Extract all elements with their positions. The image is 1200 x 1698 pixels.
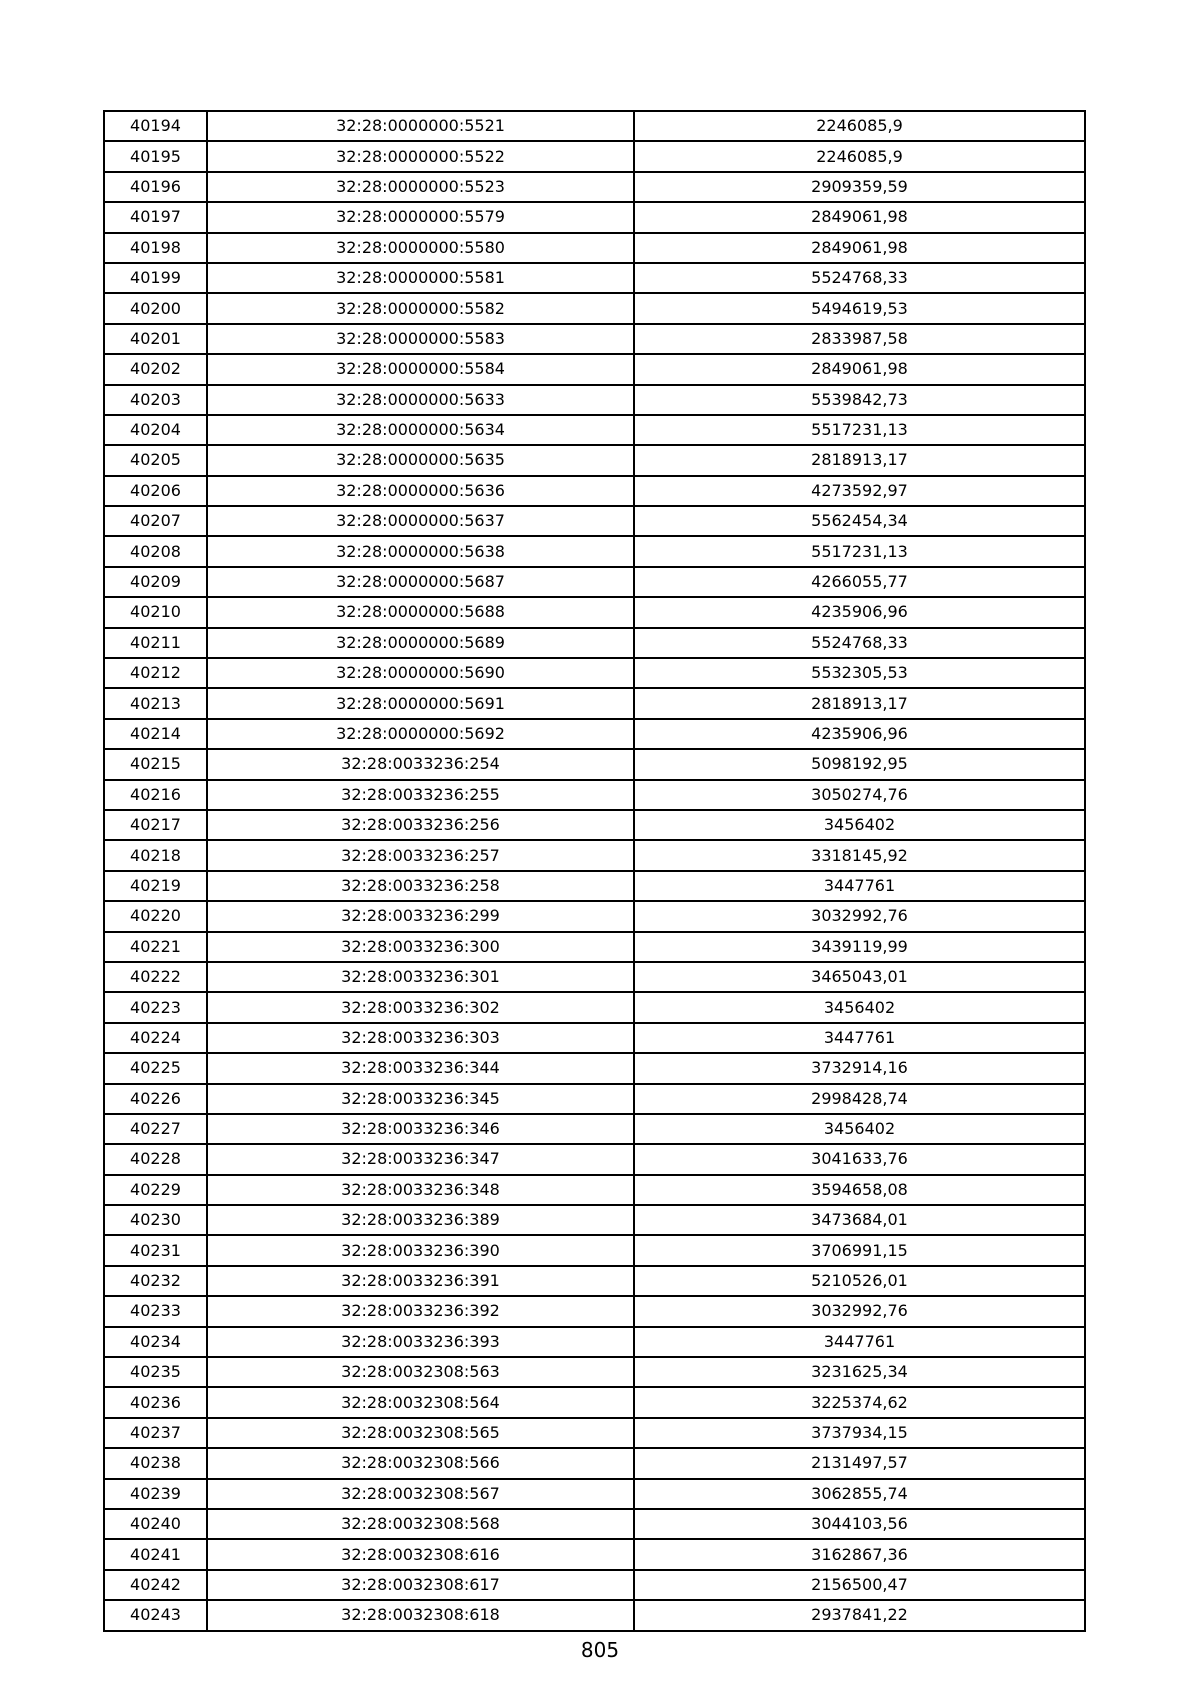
cadastral-number-cell: 32:28:0033236:257 [207, 840, 634, 870]
table-row [104, 597, 1085, 627]
value-cell: 3044103,56 [634, 1509, 1085, 1539]
value-cell: 4235906,96 [634, 597, 1085, 627]
row-number-cell: 40217 [104, 810, 207, 840]
cadastral-number-cell: 32:28:0033236:303 [207, 1023, 634, 1053]
table-row [104, 324, 1085, 354]
value-cell: 2246085,9 [634, 141, 1085, 171]
cadastral-number-cell: 32:28:0033236:300 [207, 932, 634, 962]
value-cell: 3225374,62 [634, 1387, 1085, 1417]
table-row [104, 688, 1085, 718]
page-number: 805 [580, 1638, 620, 1662]
value-cell: 2818913,17 [634, 445, 1085, 475]
cadastral-number-cell: 32:28:0033236:392 [207, 1296, 634, 1326]
row-number-cell: 40226 [104, 1084, 207, 1114]
table-row [104, 932, 1085, 962]
table-row [104, 1357, 1085, 1387]
row-number-cell: 40194 [104, 111, 207, 141]
value-cell: 3231625,34 [634, 1357, 1085, 1387]
table-row [104, 871, 1085, 901]
value-cell: 2818913,17 [634, 688, 1085, 718]
cadastral-number-cell: 32:28:0000000:5687 [207, 567, 634, 597]
value-cell: 2246085,9 [634, 111, 1085, 141]
cadastral-number-cell: 32:28:0033236:389 [207, 1205, 634, 1235]
table-row [104, 1235, 1085, 1265]
row-number-cell: 40211 [104, 628, 207, 658]
value-cell: 2131497,57 [634, 1448, 1085, 1478]
row-number-cell: 40203 [104, 385, 207, 415]
cadastral-number-cell: 32:28:0000000:5692 [207, 719, 634, 749]
table-row [104, 1084, 1085, 1114]
value-cell: 5494619,53 [634, 293, 1085, 323]
value-cell: 3456402 [634, 1114, 1085, 1144]
cadastral-number-cell: 32:28:0033236:256 [207, 810, 634, 840]
cadastral-number-cell: 32:28:0032308:563 [207, 1357, 634, 1387]
table-row [104, 385, 1085, 415]
value-cell: 3318145,92 [634, 840, 1085, 870]
row-number-cell: 40229 [104, 1175, 207, 1205]
row-number-cell: 40212 [104, 658, 207, 688]
cadastral-number-cell: 32:28:0032308:566 [207, 1448, 634, 1478]
value-cell: 3473684,01 [634, 1205, 1085, 1235]
row-number-cell: 40195 [104, 141, 207, 171]
cadastral-number-cell: 32:28:0000000:5579 [207, 202, 634, 232]
value-cell: 5524768,33 [634, 628, 1085, 658]
data-table [103, 110, 1086, 1632]
cadastral-number-cell: 32:28:0033236:347 [207, 1144, 634, 1174]
value-cell: 5532305,53 [634, 658, 1085, 688]
row-number-cell: 40198 [104, 233, 207, 263]
value-cell: 2937841,22 [634, 1600, 1085, 1630]
row-number-cell: 40202 [104, 354, 207, 384]
cadastral-number-cell: 32:28:0032308:568 [207, 1509, 634, 1539]
table-row [104, 233, 1085, 263]
cadastral-number-cell: 32:28:0000000:5690 [207, 658, 634, 688]
row-number-cell: 40225 [104, 1053, 207, 1083]
cadastral-number-cell: 32:28:0000000:5584 [207, 354, 634, 384]
value-cell: 3032992,76 [634, 901, 1085, 931]
table-row [104, 901, 1085, 931]
cadastral-number-cell: 32:28:0000000:5580 [207, 233, 634, 263]
table-row [104, 719, 1085, 749]
table-row [104, 749, 1085, 779]
value-cell: 3162867,36 [634, 1539, 1085, 1569]
table-row [104, 658, 1085, 688]
cadastral-number-cell: 32:28:0000000:5691 [207, 688, 634, 718]
table-row [104, 172, 1085, 202]
row-number-cell: 40206 [104, 476, 207, 506]
cadastral-number-cell: 32:28:0033236:345 [207, 1084, 634, 1114]
cadastral-number-cell: 32:28:0000000:5688 [207, 597, 634, 627]
table-row [104, 1296, 1085, 1326]
cadastral-number-cell: 32:28:0033236:258 [207, 871, 634, 901]
row-number-cell: 40209 [104, 567, 207, 597]
table-row [104, 1570, 1085, 1600]
table-row [104, 992, 1085, 1022]
table-row [104, 445, 1085, 475]
cadastral-number-cell: 32:28:0000000:5634 [207, 415, 634, 445]
row-number-cell: 40218 [104, 840, 207, 870]
row-number-cell: 40236 [104, 1387, 207, 1417]
cadastral-number-cell: 32:28:0000000:5638 [207, 536, 634, 566]
row-number-cell: 40235 [104, 1357, 207, 1387]
cadastral-number-cell: 32:28:0032308:564 [207, 1387, 634, 1417]
value-cell: 2156500,47 [634, 1570, 1085, 1600]
table-row [104, 1509, 1085, 1539]
cadastral-number-cell: 32:28:0032308:618 [207, 1600, 634, 1630]
row-number-cell: 40207 [104, 506, 207, 536]
row-number-cell: 40216 [104, 780, 207, 810]
value-cell: 2849061,98 [634, 202, 1085, 232]
cadastral-number-cell: 32:28:0000000:5583 [207, 324, 634, 354]
value-cell: 3456402 [634, 992, 1085, 1022]
value-cell: 4273592,97 [634, 476, 1085, 506]
row-number-cell: 40215 [104, 749, 207, 779]
row-number-cell: 40232 [104, 1266, 207, 1296]
value-cell: 2849061,98 [634, 233, 1085, 263]
value-cell: 2849061,98 [634, 354, 1085, 384]
cadastral-number-cell: 32:28:0032308:565 [207, 1418, 634, 1448]
cadastral-number-cell: 32:28:0033236:301 [207, 962, 634, 992]
table-row [104, 354, 1085, 384]
row-number-cell: 40223 [104, 992, 207, 1022]
value-cell: 4235906,96 [634, 719, 1085, 749]
value-cell: 2833987,58 [634, 324, 1085, 354]
row-number-cell: 40221 [104, 932, 207, 962]
table-row [104, 1387, 1085, 1417]
row-number-cell: 40240 [104, 1509, 207, 1539]
row-number-cell: 40228 [104, 1144, 207, 1174]
value-cell: 3732914,16 [634, 1053, 1085, 1083]
row-number-cell: 40197 [104, 202, 207, 232]
row-number-cell: 40222 [104, 962, 207, 992]
cadastral-number-cell: 32:28:0000000:5633 [207, 385, 634, 415]
table-row [104, 628, 1085, 658]
value-cell: 3737934,15 [634, 1418, 1085, 1448]
row-number-cell: 40231 [104, 1235, 207, 1265]
row-number-cell: 40233 [104, 1296, 207, 1326]
cadastral-number-cell: 32:28:0032308:567 [207, 1479, 634, 1509]
table-body [104, 111, 1085, 1631]
row-number-cell: 40227 [104, 1114, 207, 1144]
row-number-cell: 40200 [104, 293, 207, 323]
cadastral-number-cell: 32:28:0032308:616 [207, 1539, 634, 1569]
value-cell: 5517231,13 [634, 536, 1085, 566]
cadastral-number-cell: 32:28:0000000:5522 [207, 141, 634, 171]
table-row [104, 1479, 1085, 1509]
value-cell: 5539842,73 [634, 385, 1085, 415]
value-cell: 5524768,33 [634, 263, 1085, 293]
table-row [104, 1144, 1085, 1174]
table-row [104, 536, 1085, 566]
table-row [104, 567, 1085, 597]
table-row [104, 415, 1085, 445]
cadastral-number-cell: 32:28:0000000:5635 [207, 445, 634, 475]
table-row [104, 1205, 1085, 1235]
table-row [104, 1448, 1085, 1478]
row-number-cell: 40214 [104, 719, 207, 749]
row-number-cell: 40234 [104, 1327, 207, 1357]
value-cell: 3447761 [634, 1023, 1085, 1053]
cadastral-number-cell: 32:28:0000000:5582 [207, 293, 634, 323]
value-cell: 3594658,08 [634, 1175, 1085, 1205]
row-number-cell: 40224 [104, 1023, 207, 1053]
cadastral-number-cell: 32:28:0033236:391 [207, 1266, 634, 1296]
table-row [104, 840, 1085, 870]
cadastral-number-cell: 32:28:0000000:5521 [207, 111, 634, 141]
value-cell: 2909359,59 [634, 172, 1085, 202]
row-number-cell: 40213 [104, 688, 207, 718]
table-row [104, 202, 1085, 232]
value-cell: 5562454,34 [634, 506, 1085, 536]
cadastral-number-cell: 32:28:0033236:393 [207, 1327, 634, 1357]
value-cell: 3706991,15 [634, 1235, 1085, 1265]
table-row [104, 1327, 1085, 1357]
cadastral-number-cell: 32:28:0000000:5523 [207, 172, 634, 202]
row-number-cell: 40230 [104, 1205, 207, 1235]
cadastral-number-cell: 32:28:0000000:5637 [207, 506, 634, 536]
value-cell: 5210526,01 [634, 1266, 1085, 1296]
value-cell: 5098192,95 [634, 749, 1085, 779]
row-number-cell: 40238 [104, 1448, 207, 1478]
value-cell: 3456402 [634, 810, 1085, 840]
cadastral-number-cell: 32:28:0033236:346 [207, 1114, 634, 1144]
cadastral-number-cell: 32:28:0000000:5581 [207, 263, 634, 293]
table-row [104, 293, 1085, 323]
table-row [104, 1539, 1085, 1569]
table-row [104, 1053, 1085, 1083]
value-cell: 3439119,99 [634, 932, 1085, 962]
value-cell: 3447761 [634, 1327, 1085, 1357]
cadastral-number-cell: 32:28:0000000:5636 [207, 476, 634, 506]
row-number-cell: 40241 [104, 1539, 207, 1569]
value-cell: 3032992,76 [634, 1296, 1085, 1326]
row-number-cell: 40242 [104, 1570, 207, 1600]
table-row [104, 962, 1085, 992]
value-cell: 3050274,76 [634, 780, 1085, 810]
table-row [104, 263, 1085, 293]
value-cell: 5517231,13 [634, 415, 1085, 445]
value-cell: 2998428,74 [634, 1084, 1085, 1114]
table-row [104, 506, 1085, 536]
row-number-cell: 40239 [104, 1479, 207, 1509]
value-cell: 4266055,77 [634, 567, 1085, 597]
cadastral-number-cell: 32:28:0033236:348 [207, 1175, 634, 1205]
row-number-cell: 40237 [104, 1418, 207, 1448]
table-row [104, 1266, 1085, 1296]
table-row [104, 1600, 1085, 1630]
row-number-cell: 40210 [104, 597, 207, 627]
cadastral-number-cell: 32:28:0033236:255 [207, 780, 634, 810]
row-number-cell: 40204 [104, 415, 207, 445]
table-row [104, 476, 1085, 506]
table-row [104, 810, 1085, 840]
row-number-cell: 40196 [104, 172, 207, 202]
table-row [104, 780, 1085, 810]
row-number-cell: 40243 [104, 1600, 207, 1630]
table-row [104, 1023, 1085, 1053]
cadastral-number-cell: 32:28:0000000:5689 [207, 628, 634, 658]
row-number-cell: 40199 [104, 263, 207, 293]
cadastral-number-cell: 32:28:0033236:254 [207, 749, 634, 779]
cadastral-number-cell: 32:28:0033236:390 [207, 1235, 634, 1265]
table-row [104, 111, 1085, 141]
row-number-cell: 40208 [104, 536, 207, 566]
value-cell: 3041633,76 [634, 1144, 1085, 1174]
row-number-cell: 40219 [104, 871, 207, 901]
cadastral-number-cell: 32:28:0033236:302 [207, 992, 634, 1022]
cadastral-number-cell: 32:28:0033236:344 [207, 1053, 634, 1083]
table-row [104, 141, 1085, 171]
value-cell: 3062855,74 [634, 1479, 1085, 1509]
cadastral-number-cell: 32:28:0033236:299 [207, 901, 634, 931]
table-row [104, 1175, 1085, 1205]
table-row [104, 1114, 1085, 1144]
row-number-cell: 40220 [104, 901, 207, 931]
value-cell: 3447761 [634, 871, 1085, 901]
value-cell: 3465043,01 [634, 962, 1085, 992]
row-number-cell: 40201 [104, 324, 207, 354]
row-number-cell: 40205 [104, 445, 207, 475]
cadastral-number-cell: 32:28:0032308:617 [207, 1570, 634, 1600]
table-row [104, 1418, 1085, 1448]
